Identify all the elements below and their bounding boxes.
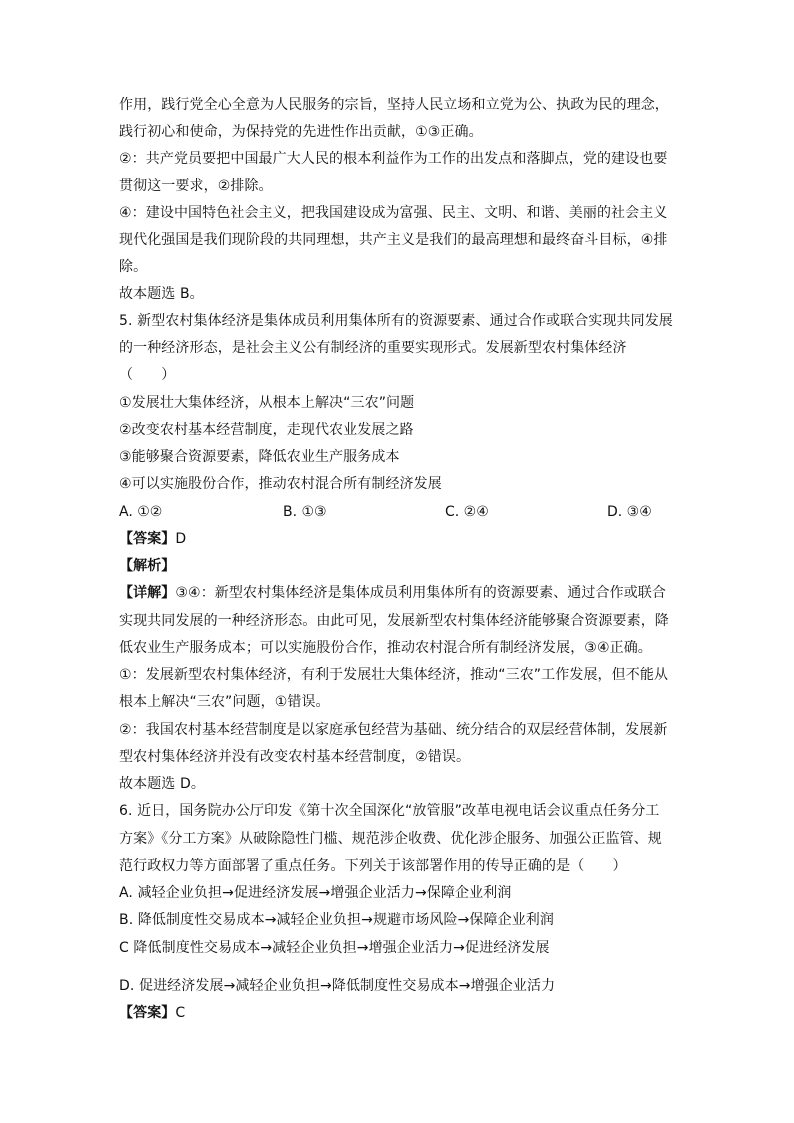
answer-value: C (175, 1005, 186, 1021)
q6-option-c: C 降低制度性交易成本→减轻企业负担→增强企业活力→促进经济发展 (119, 940, 550, 956)
detail-line: 型农村集体经济并没有改变农村基本经营制度，②错误。 (119, 749, 471, 765)
q6-option-a: A. 减轻企业负担→促进经济发展→增强企业活力→保障企业利润 (119, 885, 512, 901)
answer-label: 【答案】 (119, 531, 176, 547)
q5-option-d: D. ③④ (607, 504, 652, 520)
detail-5-first (119, 583, 666, 603)
question-5-stem: 的一种经济形态，是社会主义公有制经济的重要实现形式。发展新型农村集体经济 (119, 340, 627, 356)
answer-6 (119, 1003, 185, 1023)
q5-option-c: C. ②④ (445, 504, 489, 520)
text-line: ④：建设中国特色社会主义，把我国建设成为富强、民主、文明、和谐、美丽的社会主义 (119, 205, 668, 221)
answer-5 (119, 529, 186, 549)
detail-line: ①：发展新型农村集体经济，有利于发展壮大集体经济，推动“三农”工作发展，但不能从 (119, 667, 669, 683)
text-line: 贯彻这一要求，②排除。 (119, 178, 273, 194)
text-line: 作用，践行党全心全意为人民服务的宗旨，坚持人民立场和立党为公、执政为民的理念， (119, 97, 669, 113)
detail-line: 实现共同发展的一种经济形态。由此可见，发展新型农村集体经济能够聚合资源要素，降 (119, 613, 669, 629)
question-6-stem: 6. 近日，国务院办公厅印发《第十次全国深化“放管服”改革电视电话会议重点任务分工 (119, 803, 660, 819)
question-6-stem: 方案》《分工方案》从破除隐性门槛、规范涉企收费、优化涉企服务、加强公正监管、规 (119, 831, 662, 847)
q5-option-a: A. ①② (119, 504, 163, 520)
analysis-label: 【解析】 (119, 558, 176, 574)
question-5-blank: （ ） (119, 367, 176, 383)
detail-line: ②：我国农村基本经营制度是以家庭承包经营为基础、统分结合的双层经营体制，发展新 (119, 722, 668, 738)
q6-option-d: D. 促进经济发展→减轻企业负担→降低制度性交易成本→增强企业活力 (119, 978, 556, 994)
question-6-stem: 范行政权力等方面部署了重点任务。下列关于该部署作用的传导正确的是（ ） (119, 858, 627, 874)
statement-1: ①发展壮大集体经济，从根本上解决“三农”问题 (119, 395, 415, 411)
detail-line: 低农业生产服务成本；可以实施股份合作，推动农村混合所有制经济发展，③④正确。 (119, 640, 652, 656)
detail-line: 根本上解决“三农”问题，①错误。 (119, 694, 330, 710)
statement-3: ③能够聚合资源要素，降低农业生产服务成本 (119, 449, 400, 465)
answer-value: D (175, 531, 187, 547)
detail-text: ③④：新型农村集体经济是集体成员利用集体所有的资源要素、通过合作或联合 (175, 585, 667, 601)
q6-option-b: B. 降低制度性交易成本→减轻企业负担→规避市场风险→保障企业利润 (119, 912, 554, 928)
statement-2: ②改变农村基本经营制度，走现代农业发展之路 (119, 422, 414, 438)
detail-label: 【详解】 (119, 585, 176, 601)
text-line: 故本题选 B。 (119, 286, 204, 302)
text-line: ②：共产党员要把中国最广大人民的根本利益作为工作的出发点和落脚点，党的建设也要 (119, 151, 668, 167)
statement-4: ④可以实施股份合作，推动农村混合所有制经济发展 (119, 476, 442, 492)
text-line: 现代化强国是我们现阶段的共同理想，共产主义是我们的最高理想和最终奋斗目标，④排 (119, 232, 668, 248)
question-5-stem: 5. 新型农村集体经济是集体成员利用集体所有的资源要素、通过合作或联合实现共同发展 (119, 313, 673, 329)
q5-option-b: B. ①③ (283, 504, 327, 520)
text-line: 践行初心和使命，为保持党的先进性作出贡献，①③正确。 (119, 124, 483, 140)
detail-line: 故本题选 D。 (119, 776, 205, 792)
text-line: 除。 (119, 259, 148, 275)
answer-label: 【答案】 (119, 1005, 176, 1021)
